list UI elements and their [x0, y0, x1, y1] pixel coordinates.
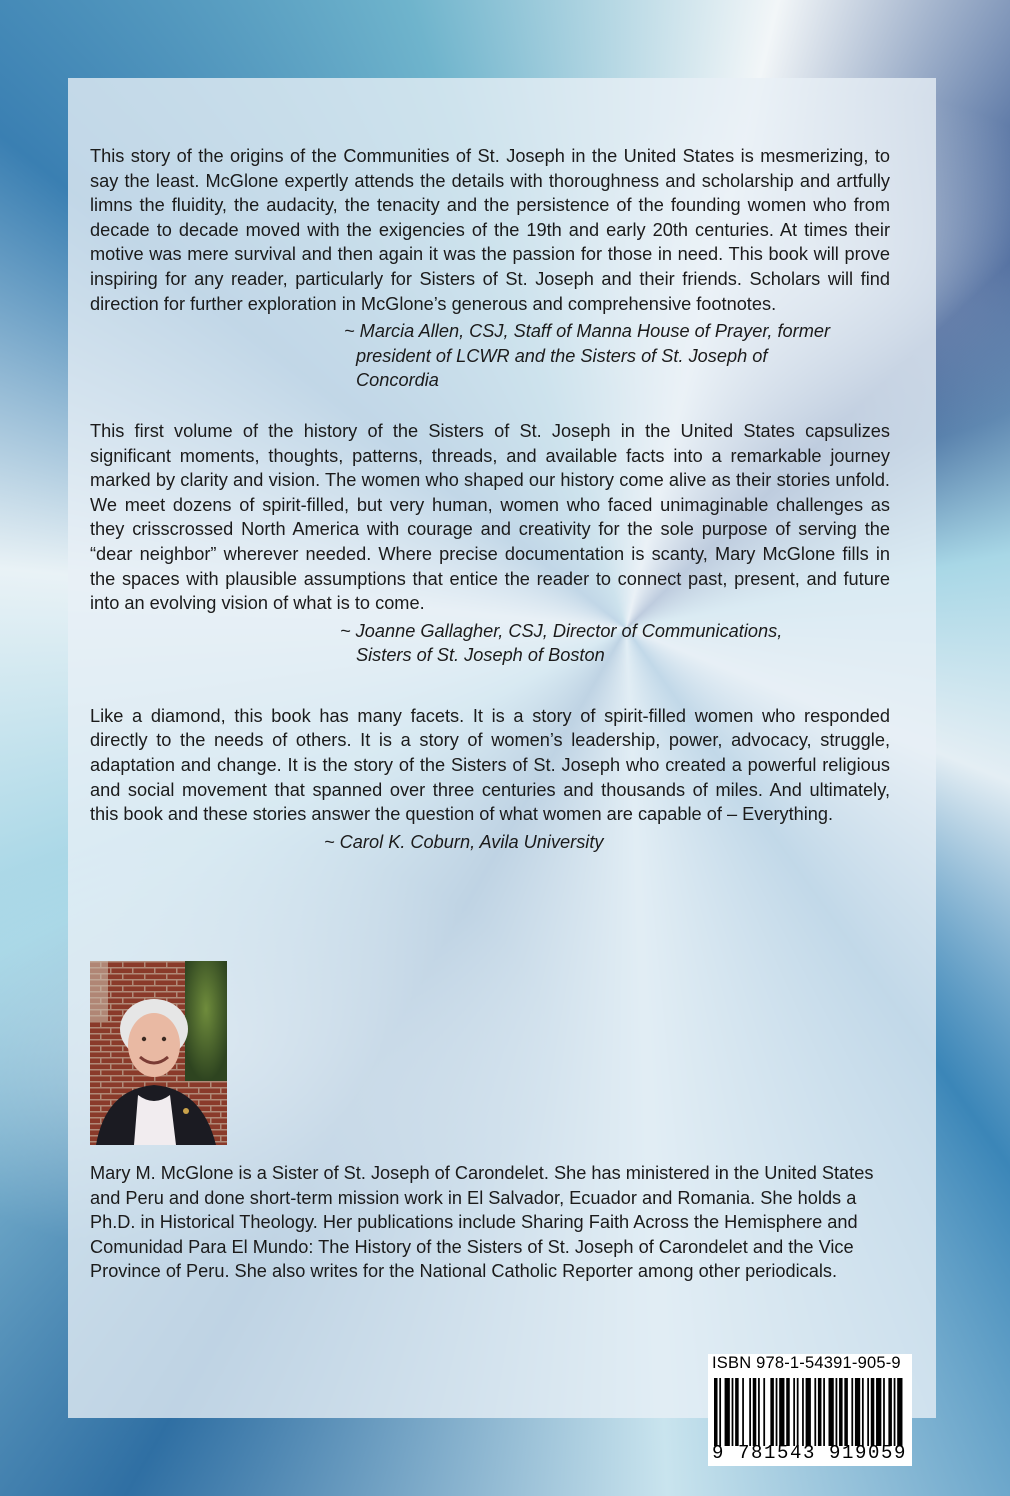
review-text-1: This story of the origins of the Communities of St. Joseph in the United States is mesmerizing, to say the least. McGlone expertly attends the details with thoroughness and scholarship and artfully limns the fluidity, the audacity, the tenacity and the persistence of the founding women who from decade to decade moved with the exigencies of the 19th and early 20th centuries. At times their motive was mere survival and then again it was the passion for those in need. This book will prove inspiring for any reader, particularly for Sisters of St. Joseph and their friends. Scholars will find direction for further exploration in McGlone’s generous and comprehensive footnotes.	[90, 146, 890, 314]
barcode-digits: 9 781543 919059	[712, 1442, 908, 1464]
review-attribution-2	[340, 619, 890, 668]
author-photo	[90, 961, 227, 1145]
review-text-2: This first volume of the history of the Sisters of St. Joseph in the United States capsulizes significant moments, thoughts, patterns, threads, and available facts into a remarkable journey marked by clarity and vision. The women who shaped our history come alive as their stories unfold. We meet dozens of spirit-filled, but very human, women who faced unimaginable challenges as they crisscrossed North America with courage and creativity for the sole purpose of serving the “dear neighbor” wherever needed. Where precise documentation is scanty, Mary McGlone fills in the spaces with plausible assumptions that entice the reader to connect past, present, and future into an evolving vision of what is to come.	[90, 420, 890, 614]
isbn-label: ISBN 978-1-54391-905-9	[712, 1354, 901, 1372]
review-attribution-3	[324, 830, 890, 855]
isbn-barcode	[708, 1354, 912, 1466]
review-text-3: Like a diamond, this book has many facets. It is a story of spirit-filled women who responded directly to the needs of others. It is a story of women’s leadership, power, advocacy, struggle, adaptation and change. It is the story of the Sisters of St. Joseph who created a powerful religious and social movement that spanned over three centuries and thousands of miles. And ultimately, this book and these stories answer the question of what women are capable of – Everything.	[90, 705, 890, 825]
attribution-line: ~ Joanne Gallagher, CSJ, Director of Communications,	[340, 620, 783, 641]
reviews-section	[90, 144, 890, 854]
attribution-line: president of LCWR and the Sisters of St. Joseph of	[356, 345, 768, 366]
attribution-line: ~ Carol K. Coburn, Avila University	[324, 831, 604, 852]
barcode-bars	[714, 1378, 906, 1446]
author-portrait-image	[90, 961, 227, 1145]
attribution-line: Concordia	[356, 370, 439, 391]
review-attribution-1	[344, 319, 890, 393]
author-bio: Mary M. McGlone is a Sister of St. Joseph of Carondelet. She has ministered in the United States and Peru and done short-term mission work in El Salvador, Ecuador and Romania. She holds a Ph.D. in Historical Theology. Her publications include Sharing Faith Across the Hemisphere and Comunidad Para El Mundo: The History of the Sisters of St. Joseph of Carondelet and the Vice Province of Peru. She also writes for the National Catholic Reporter among other periodicals.	[90, 1163, 874, 1282]
attribution-line: Sisters of St. Joseph of Boston	[356, 645, 605, 666]
attribution-line: ~ Marcia Allen, CSJ, Staff of Manna House of Prayer, former	[344, 321, 831, 342]
